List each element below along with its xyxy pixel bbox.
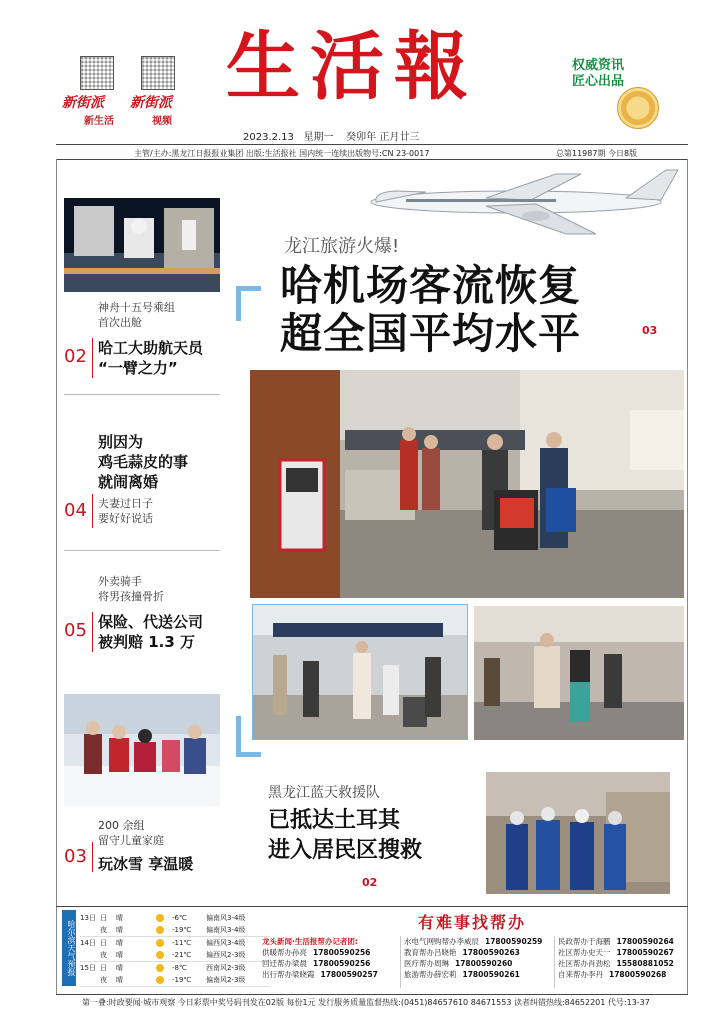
weather-daynight: 日 bbox=[100, 964, 107, 972]
airport-checkin-photo bbox=[252, 604, 468, 740]
help-contact-name: 供暖帮办孙亮 bbox=[262, 948, 307, 957]
bottom-rule bbox=[56, 906, 688, 907]
left-separator-2 bbox=[64, 550, 220, 551]
weather-condition: 晴 bbox=[116, 939, 123, 947]
story4-kicker-line1: 200 余组 bbox=[98, 819, 145, 832]
sunny-icon bbox=[156, 926, 164, 934]
weather-side-label: 哈尔滨天气预报 bbox=[62, 910, 76, 986]
second-kicker: 黑龙江蓝天救援队 bbox=[268, 785, 380, 801]
weather-daynight: 夜 bbox=[100, 926, 107, 934]
lead-headline-line1: 哈机场客流恢复 bbox=[280, 261, 582, 310]
help-contact-phone[interactable]: 17800590267 bbox=[616, 948, 674, 957]
weather-date bbox=[80, 974, 100, 986]
weather-date: 13日 bbox=[80, 914, 96, 922]
weather-temp: -11℃ bbox=[172, 939, 192, 947]
story3-page-number[interactable]: 05 bbox=[64, 620, 87, 641]
weekday: 星期一 bbox=[303, 132, 334, 143]
sunny-icon bbox=[156, 951, 164, 959]
second-headline-line1: 已抵达土耳其 bbox=[268, 808, 401, 833]
help-contact-name: 教育帮办吕晓艳 bbox=[404, 948, 457, 957]
weather-condition: 晴 bbox=[116, 976, 123, 984]
story2-headline-line1: 别因为 bbox=[98, 433, 144, 451]
masthead-rule-top bbox=[56, 144, 688, 145]
help-contact-phone[interactable]: 17800590263 bbox=[462, 948, 520, 957]
airport-main-photo bbox=[250, 370, 684, 598]
help-contact-name: 社区帮办肖劲松 bbox=[558, 959, 611, 968]
brand-logo-right: 新街派 bbox=[130, 95, 172, 111]
story2-subhead-line2: 要好好说话 bbox=[98, 512, 153, 525]
help-title: 有难事找帮办 bbox=[418, 913, 527, 932]
lead-bracket-top bbox=[236, 286, 261, 321]
slogan-line-2: 匠心出品 bbox=[572, 74, 625, 89]
help-contact-row bbox=[262, 947, 400, 958]
story3-kicker-line1: 外卖骑手 bbox=[98, 575, 142, 588]
weather-wind: 西南风2-3级 bbox=[206, 964, 246, 972]
sun-emblem-icon bbox=[617, 87, 659, 129]
weather-row bbox=[80, 924, 270, 937]
footer-text: 第一叠:时政要闻·城市观察 今日彩票中奖号码刊发在02版 每份1元 发行服务质量监督热线:(0451)84657610 84671553 读者纠错热线:84652201 代号:13-37 bbox=[82, 998, 650, 1007]
story2-divider bbox=[92, 494, 93, 528]
story2-headline-line2: 鸡毛蒜皮的事 bbox=[98, 453, 189, 471]
help-contact-phone[interactable]: 17800590259 bbox=[485, 937, 543, 946]
spacewalk-photo bbox=[64, 198, 220, 292]
help-contact-phone[interactable]: 17800590256 bbox=[313, 948, 371, 957]
issue-line: 总第11987期 今日8版 bbox=[556, 149, 638, 158]
lead-kicker: 龙江旅游火爆! bbox=[284, 236, 400, 257]
help-contact-name: 旅游帮办薛宏莉 bbox=[404, 970, 457, 979]
second-page-ref[interactable]: 02 bbox=[362, 876, 378, 889]
footer-rule bbox=[56, 994, 688, 995]
lunar-date: 癸卯年 正月廿三 bbox=[346, 132, 420, 143]
help-contact-phone[interactable]: 17800590260 bbox=[455, 959, 513, 968]
weather-temp: -21℃ bbox=[172, 951, 192, 959]
help-contact-phone[interactable]: 15580881052 bbox=[616, 959, 674, 968]
weather-daynight: 日 bbox=[100, 914, 107, 922]
weather-row bbox=[80, 974, 270, 987]
second-headline-line2: 进入居民区搜救 bbox=[268, 838, 423, 863]
weather-row bbox=[80, 912, 270, 924]
brand-logo-left: 新街派 bbox=[62, 95, 104, 111]
help-contact-phone[interactable]: 17800590268 bbox=[609, 970, 667, 979]
story4-headline[interactable]: 玩冰雪 享温暖 bbox=[98, 855, 194, 873]
weather-wind: 偏南风3-4级 bbox=[206, 926, 246, 934]
slogan bbox=[572, 58, 624, 90]
date: 2023.2.13 bbox=[243, 132, 294, 143]
qr-code-left bbox=[80, 56, 114, 90]
help-contact-row bbox=[558, 936, 686, 947]
weather-row bbox=[80, 937, 270, 949]
help-contact-row bbox=[404, 969, 554, 980]
weather-wind: 偏西风2-3级 bbox=[206, 951, 246, 959]
help-col-1 bbox=[262, 936, 401, 988]
weather-condition: 晴 bbox=[116, 951, 123, 959]
weather-temp: -19℃ bbox=[172, 976, 192, 984]
help-contact-phone[interactable]: 17800590261 bbox=[462, 970, 520, 979]
dateline bbox=[243, 128, 419, 143]
sunny-icon bbox=[156, 914, 164, 922]
story3-kicker bbox=[98, 574, 164, 604]
weather-row bbox=[80, 962, 270, 974]
story1-kicker-line1: 神舟十五号乘组 bbox=[98, 301, 175, 314]
weather-condition: 晴 bbox=[116, 926, 123, 934]
weather-condition: 晴 bbox=[116, 914, 123, 922]
story4-kicker-line2: 留守儿童家庭 bbox=[98, 834, 164, 847]
story1-headline-line1: 哈工大助航天员 bbox=[98, 339, 204, 357]
help-header: 龙头新闻·生活报帮办记者团: bbox=[262, 937, 358, 946]
sunny-icon bbox=[156, 964, 164, 972]
weather-date bbox=[80, 949, 100, 961]
weather-date bbox=[80, 924, 100, 936]
story1-divider bbox=[92, 338, 93, 378]
story2-subhead-line1: 夫妻过日子 bbox=[98, 497, 153, 510]
story2-subhead bbox=[98, 496, 153, 526]
airport-passengers-photo bbox=[474, 606, 684, 740]
sunny-icon bbox=[156, 939, 164, 947]
weather-date: 14日 bbox=[80, 939, 96, 947]
weather-row bbox=[80, 949, 270, 962]
weather-temp: -8℃ bbox=[172, 964, 187, 972]
story3-divider bbox=[92, 612, 93, 652]
left-separator-1 bbox=[64, 394, 220, 395]
help-contact-name: 水电气网购帮办李威辰 bbox=[404, 937, 479, 946]
help-contact-phone[interactable]: 17800590264 bbox=[616, 937, 674, 946]
help-contact-row bbox=[262, 969, 400, 980]
slogan-line-1: 权威资讯 bbox=[572, 58, 625, 73]
brand-sub-left: 新生活 bbox=[84, 116, 114, 127]
story2-headline[interactable] bbox=[98, 432, 188, 492]
weather-daynight: 夜 bbox=[100, 951, 107, 959]
help-contact-phone[interactable]: 17800590257 bbox=[320, 970, 378, 979]
help-contact-row bbox=[558, 947, 686, 958]
story3-headline[interactable] bbox=[98, 612, 203, 652]
help-contact-row bbox=[558, 969, 686, 980]
weather-table bbox=[80, 912, 270, 987]
weather-condition: 晴 bbox=[116, 964, 123, 972]
help-contact-row bbox=[404, 936, 554, 947]
help-contact-name: 回迁帮办梁晨 bbox=[262, 959, 307, 968]
help-contact-name: 医疗帮办周琳 bbox=[404, 959, 449, 968]
weather-date: 15日 bbox=[80, 964, 96, 972]
help-col-2 bbox=[404, 936, 555, 988]
lead-headline[interactable] bbox=[280, 262, 581, 358]
help-contact-row bbox=[558, 958, 686, 969]
weather-temp: -6℃ bbox=[172, 914, 187, 922]
story1-headline-line2: “一臂之力” bbox=[98, 359, 178, 377]
lead-page-ref[interactable]: 03 bbox=[642, 324, 658, 337]
help-contact-name: 民政帮办于海鹏 bbox=[558, 937, 611, 946]
help-contact-name: 自来帮办李丹 bbox=[558, 970, 603, 979]
weather-temp: -19℃ bbox=[172, 926, 192, 934]
help-contact-name: 出行帮办梁晓霞 bbox=[262, 970, 315, 979]
publisher-line: 主管/主办:黑龙江日报报业集团 出版:生活报社 国内统一连续出版物号:CN 23-0017 bbox=[134, 149, 430, 158]
story4-page-number[interactable]: 03 bbox=[64, 846, 87, 867]
second-headline[interactable] bbox=[268, 806, 422, 866]
story3-kicker-line2: 将男孩撞骨折 bbox=[98, 590, 164, 603]
weather-wind: 偏南风2-3级 bbox=[206, 976, 246, 984]
airplane-illustration bbox=[366, 168, 684, 242]
help-contact-phone[interactable]: 17800590256 bbox=[313, 959, 371, 968]
rescue-team-photo bbox=[486, 772, 670, 894]
story1-kicker-line2: 首次出舱 bbox=[98, 316, 142, 329]
help-contact-row bbox=[404, 947, 554, 958]
story2-headline-line3: 就闹离婚 bbox=[98, 473, 159, 491]
story4-divider bbox=[92, 842, 93, 872]
sunny-icon bbox=[156, 976, 164, 984]
masthead-title: 生活報 bbox=[226, 24, 478, 110]
help-contact-row bbox=[404, 958, 554, 969]
help-contact-name: 社区帮办史天一 bbox=[558, 948, 611, 957]
brand-sub-right: 视频 bbox=[152, 116, 172, 127]
story3-headline-line2: 被判赔 1.3 万 bbox=[98, 633, 196, 651]
weather-wind: 偏南风3-4级 bbox=[206, 914, 246, 922]
story2-page-number[interactable]: 04 bbox=[64, 500, 87, 521]
story1-kicker bbox=[98, 300, 175, 330]
help-col-3 bbox=[558, 936, 686, 988]
weather-wind: 偏西风3-4级 bbox=[206, 939, 246, 947]
qr-code-right bbox=[141, 56, 175, 90]
story4-kicker bbox=[98, 818, 164, 848]
lead-headline-line2: 超全国平均水平 bbox=[280, 309, 582, 358]
help-contact-row bbox=[262, 958, 400, 969]
story3-headline-line1: 保险、代送公司 bbox=[98, 613, 204, 631]
story1-headline[interactable] bbox=[98, 338, 203, 378]
story1-page-number[interactable]: 02 bbox=[64, 346, 87, 367]
ice-play-photo bbox=[64, 694, 220, 806]
weather-daynight: 夜 bbox=[100, 976, 107, 984]
weather-daynight: 日 bbox=[100, 939, 107, 947]
